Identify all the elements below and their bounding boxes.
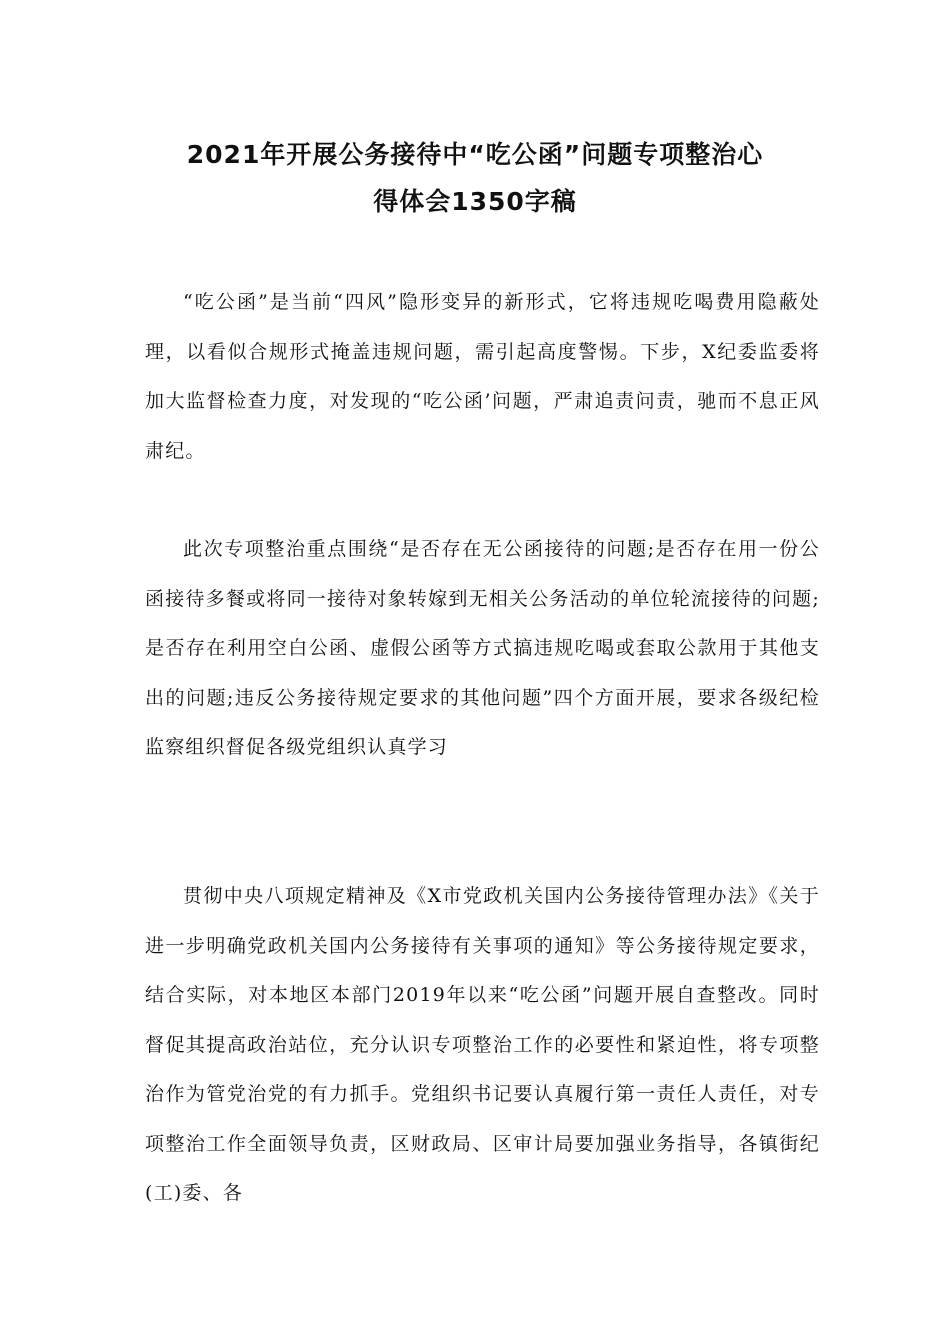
- paragraph-1: “吃公函”是当前“四风”隐形变异的新形式，它将违规吃喝费用隐蔽处理，以看似合规形式掩盖违规问题，需引起高度警惕。下步，X纪委监委将加大监督检查力度，对发现的“吃公函’问题，严肃追责问责，驰而不息正风肃纪。: [145, 291, 820, 462]
- paragraph-2: 此次专项整治重点围绕“是否存在无公函接待的问题;是否存在用一份公函接待多餐或将同一接待对象转嫁到无相关公务活动的单位轮流接待的问题;是否存在利用空白公函、虚假公函等方式搞违规吃喝或套取公款用于其他支出的问题;违反公务接待规定要求的其他问题”四个方面开展，要求各级纪检监察组织督促各级党组织认真学习: [145, 538, 820, 758]
- document-title-line-2: 得体会1350字稿: [373, 187, 577, 216]
- document-title-line-1: 2021年开展公务接待中“吃公函”问题专项整治心: [186, 140, 764, 169]
- paragraph-3: 贯彻中央八项规定精神及《X市党政机关国内公务接待管理办法》《关于进一步明确党政机关国内公务接待有关事项的通知》等公务接待规定要求，结合实际，对本地区本部门2019年以来“吃公函”问题开展自查整改。同时督促其提高政治站位，充分认识专项整治工作的必要性和紧迫性，将专项整治作为管党治党的有力抓手。党组织书记要认真履行第一责任人责任，对专项整治工作全面领导负责，区财政局、区审计局要加强业务指导，各镇街纪(工)委、各: [145, 885, 820, 1204]
